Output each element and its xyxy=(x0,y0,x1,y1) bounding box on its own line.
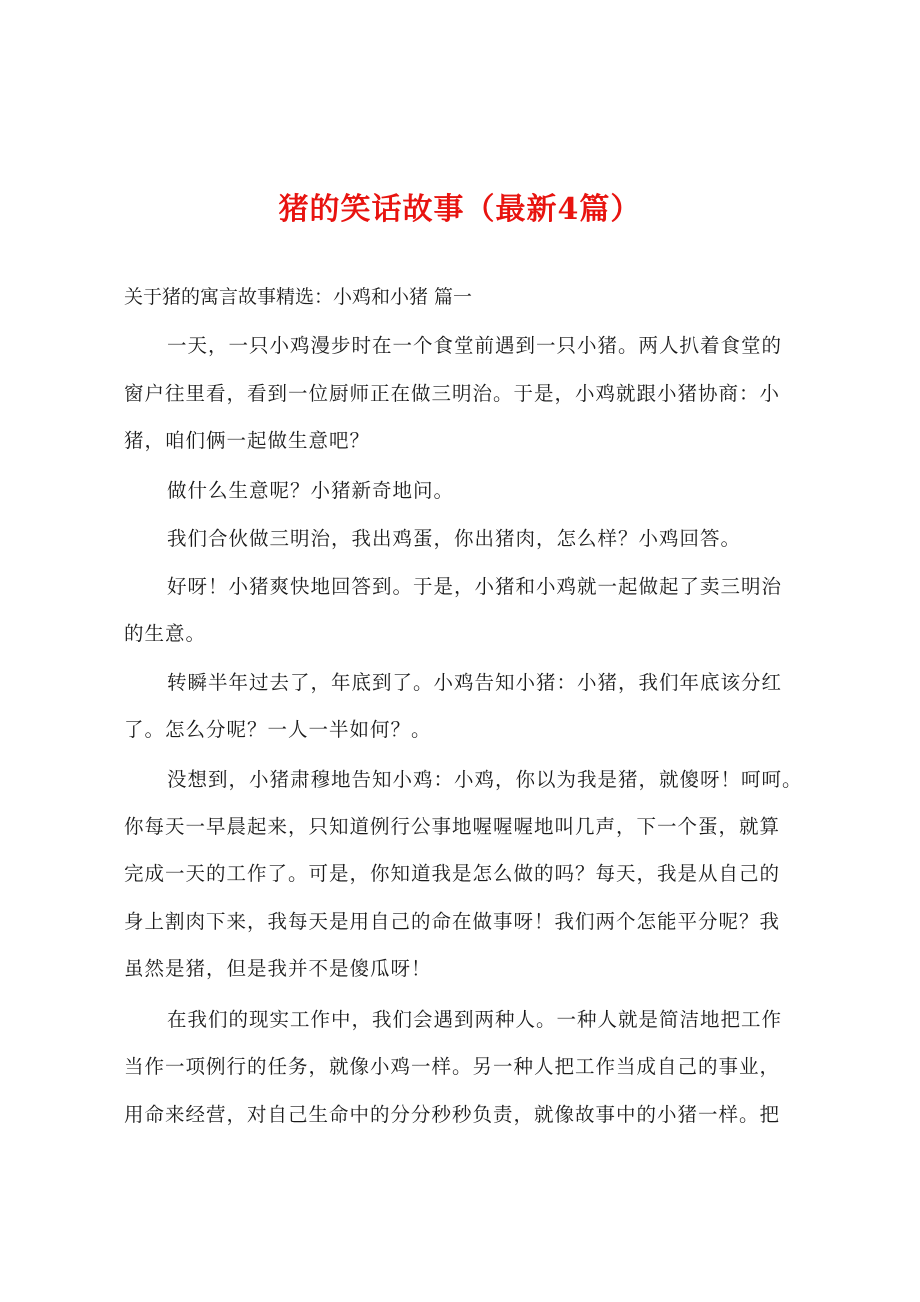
section-heading: 关于猪的寓言故事精选：小鸡和小猪 篇一 xyxy=(124,286,473,308)
paragraph-line: 完成一天的工作了。可是，你知道我是怎么做的吗？每天，我是从自己的 xyxy=(124,862,781,885)
paragraph-line: 的生意。 xyxy=(124,622,207,645)
paragraph-line: 没想到，小猪肃穆地告知小鸡：小鸡，你以为我是猪，就傻呀！呵呵。 xyxy=(167,768,803,791)
paragraph-line: 猪，咱们俩一起做生意吧？ xyxy=(124,429,371,452)
paragraph-line: 虽然是猪，但是我并不是傻瓜呀！ xyxy=(124,957,432,980)
paragraph-line: 窗户往里看，看到一位厨师正在做三明治。于是，小鸡就跟小猪协商：小 xyxy=(124,382,781,405)
document-title: 猪的笑话故事（最新4篇） xyxy=(278,192,642,227)
paragraph-line: 了。怎么分呢？一人一半如何？。 xyxy=(124,718,432,741)
paragraph-line: 在我们的现实工作中，我们会遇到两种人。一种人就是简洁地把工作 xyxy=(167,1008,783,1031)
paragraph-line: 一天，一只小鸡漫步时在一个食堂前遇到一只小猪。两人扒着食堂的 xyxy=(167,334,783,357)
paragraph-line: 我们合伙做三明治，我出鸡蛋，你出猪肉，怎么样？小鸡回答。 xyxy=(167,527,742,550)
paragraph-line: 做什么生意呢？小猪新奇地问。 xyxy=(167,479,455,502)
paragraph-line: 转瞬半年过去了，年底到了。小鸡告知小猪：小猪，我们年底该分红 xyxy=(167,671,783,694)
paragraph-line: 身上割肉下来，我每天是用自己的命在做事呀！我们两个怎能平分呢？我 xyxy=(124,910,781,933)
paragraph-line: 当作一项例行的任务，就像小鸡一样。另一种人把工作当成自己的事业， xyxy=(124,1055,781,1078)
paragraph-line: 好呀！小猪爽快地回答到。于是，小猪和小鸡就一起做起了卖三明治 xyxy=(167,575,783,598)
paragraph-line: 用命来经营，对自己生命中的分分秒秒负责，就像故事中的小猪一样。把 xyxy=(124,1103,781,1126)
paragraph-line: 你每天一早晨起来，只知道例行公事地喔喔喔地叫几声，下一个蛋，就算 xyxy=(124,815,781,838)
